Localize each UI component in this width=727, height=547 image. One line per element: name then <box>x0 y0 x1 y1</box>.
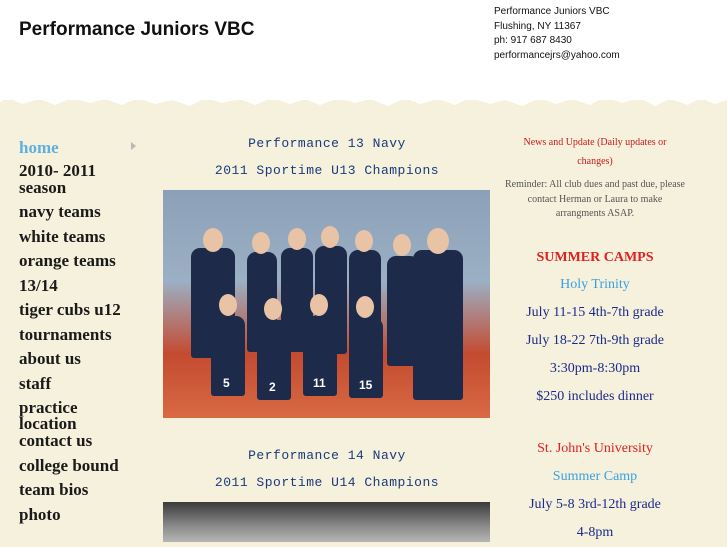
nav-home-label: home <box>19 138 59 157</box>
nav-white-teams[interactable]: white teams <box>19 226 106 246</box>
nav-season[interactable] <box>19 162 144 196</box>
caption-team-14: Performance 14 Navy <box>248 448 406 463</box>
contact-block <box>494 5 620 63</box>
nav-staff[interactable]: staff <box>19 373 52 393</box>
chevron-right-icon <box>131 142 136 150</box>
reminder-text: Reminder: All club dues and past due, please contact Herman or Laura to make arrangments ASAP. <box>505 179 685 219</box>
news-title-line1: News and Update (Daily updates or <box>523 137 667 148</box>
holy-trinity-week2: July 18-22 7th-9th grade <box>525 332 665 348</box>
nav-tournaments[interactable]: tournaments <box>19 324 112 344</box>
contact-name: Performance Juniors VBC <box>494 6 610 17</box>
team-14-photo <box>163 502 490 542</box>
nav-team-bios[interactable]: team bios <box>19 480 89 499</box>
nav-contact-us[interactable]: contact us <box>19 431 93 450</box>
main-content <box>163 130 491 542</box>
nav-practice-line2: location <box>19 414 77 433</box>
nav-photo[interactable]: photo <box>19 504 61 524</box>
torn-paper-edge <box>0 86 727 116</box>
nav-tiger-cubs[interactable]: tiger cubs u12 <box>19 300 121 319</box>
nav-navy-teams[interactable]: navy teams <box>19 202 101 221</box>
nav-13-14[interactable]: 13/14 <box>19 275 58 295</box>
site-title: Performance Juniors VBC <box>19 19 255 40</box>
nav-practice-line1: practice <box>19 398 78 417</box>
nav-orange-teams[interactable]: orange teams <box>19 251 116 270</box>
news-title-line2: changes) <box>577 156 613 167</box>
contact-phone: ph: 917 687 8430 <box>494 35 572 46</box>
contact-city: Flushing, NY 11367 <box>494 20 581 32</box>
news-sidebar <box>505 133 685 547</box>
st-johns-heading: St. John's University <box>537 440 653 456</box>
nav-season-line1: 2010- 2011 <box>19 161 96 180</box>
jersey-number: 2 <box>269 380 276 394</box>
st-johns-hours: 4-8pm <box>576 524 614 540</box>
summer-camps-heading: SUMMER CAMPS <box>536 249 654 265</box>
holy-trinity-link[interactable]: Holy Trinity <box>560 276 630 292</box>
holy-trinity-week1: July 11-15 4th-7th grade <box>526 304 664 320</box>
nav-home[interactable] <box>19 137 144 161</box>
caption-champions-14: 2011 Sportime U14 Champions <box>214 475 440 490</box>
caption-champions-13: 2011 Sportime U13 Champions <box>214 163 440 178</box>
nav-about-us[interactable]: about us <box>19 349 81 368</box>
jersey-number: 15 <box>359 378 373 392</box>
st-johns-dates: July 5-8 3rd-12th grade <box>529 496 661 512</box>
nav-college-bound[interactable]: college bound <box>19 455 119 475</box>
jersey-number: 11 <box>313 376 326 390</box>
nav-practice-location[interactable] <box>19 400 144 432</box>
main-navigation <box>19 137 144 527</box>
holy-trinity-price: $250 includes dinner <box>536 388 654 404</box>
summer-camp-link[interactable]: Summer Camp <box>552 468 638 484</box>
team-13-photo <box>163 190 490 418</box>
nav-season-line2: season <box>19 178 67 197</box>
holy-trinity-hours: 3:30pm-8:30pm <box>549 360 641 376</box>
contact-email: performancejrs@yahoo.com <box>494 49 620 61</box>
caption-team-13: Performance 13 Navy <box>248 136 406 151</box>
jersey-number: 5 <box>223 376 230 390</box>
